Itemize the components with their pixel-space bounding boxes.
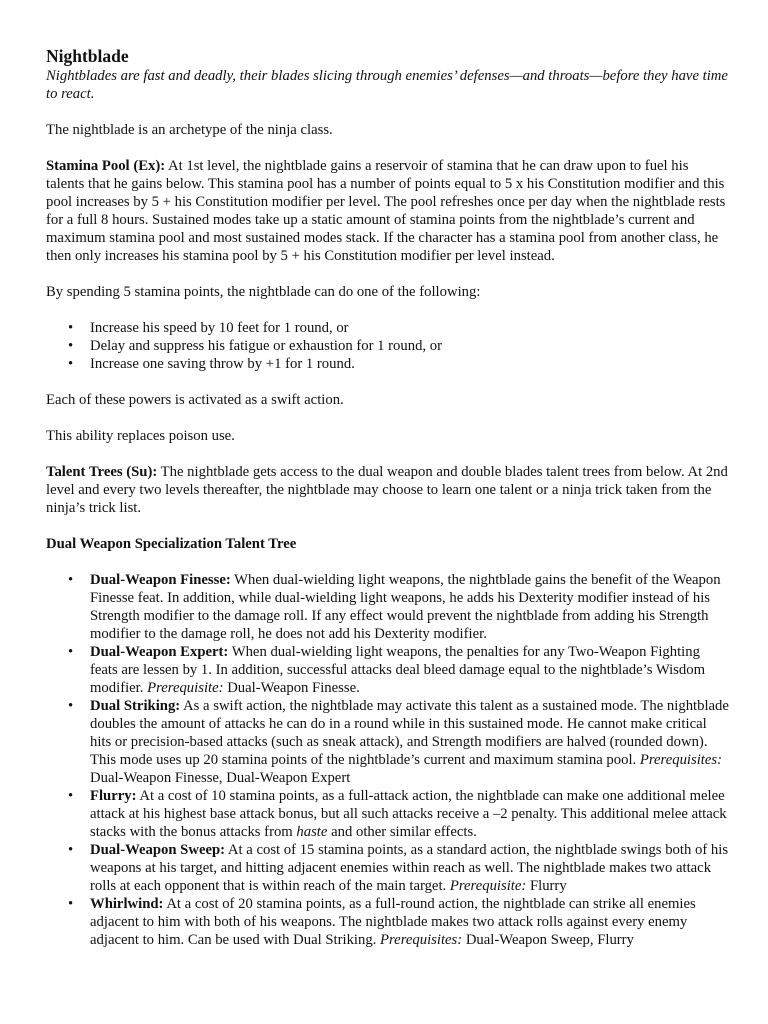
spacer xyxy=(46,265,730,283)
talent-name: Dual-Weapon Finesse: xyxy=(90,572,231,588)
prerequisite-label: Prerequisites: xyxy=(380,932,463,948)
prerequisite-value: Flurry xyxy=(526,878,567,894)
prerequisite-label: Prerequisites: xyxy=(639,752,723,768)
list-item-text: Increase one saving throw by +1 for 1 round. xyxy=(90,356,355,372)
bullet-icon: • xyxy=(68,644,74,660)
talent-text: When dual-wielding light weapons, the penalties for any Two-Weapon Fighting feats are lessen by 1. In addition, successful attacks deal bleed damage equal to the nightblade’s Wisdom modifier. xyxy=(90,644,706,696)
talent-text: At a cost of 15 stamina points, as a standard action, the nightblade swings both of his weapons at his target, and hitting adjacent enemies within reach as well. The nightblade makes two attack rolls at each opponent that is within reach of the main target. xyxy=(90,842,729,894)
talent-text: At a cost of 20 stamina points, as a full-round action, the nightblade can strike all enemies adjacent to him with both of his weapons. The nightblade makes two attack rolls against every enemy adjacent to him. Can be used with Dual Striking. xyxy=(90,896,696,948)
talent-name: Dual-Weapon Sweep: xyxy=(90,842,226,858)
talent-name: Dual-Weapon Expert: xyxy=(90,644,229,660)
section-heading: Dual Weapon Specialization Talent Tree xyxy=(46,536,297,552)
talent-list xyxy=(46,571,730,949)
intro-paragraph: The nightblade is an archetype of the ninja class. xyxy=(46,122,333,138)
spending-options-list xyxy=(46,319,730,373)
list-item-text: Increase his speed by 10 feet for 1 round, or xyxy=(90,320,349,336)
bullet-icon: • xyxy=(68,320,74,336)
spacer xyxy=(46,103,730,121)
document-subtitle: Nightblades are fast and deadly, their blades slicing through enemies’ defenses—and throats—before they have time to react. xyxy=(46,68,728,102)
list-item-text: Delay and suppress his fatigue or exhaustion for 1 round, or xyxy=(90,338,443,354)
talent-name: Dual Striking: xyxy=(90,698,181,714)
prerequisite-label: Prerequisite: xyxy=(147,680,224,696)
talent-trees-paragraph xyxy=(46,463,730,517)
spacer xyxy=(46,409,730,427)
spacer xyxy=(46,553,730,571)
talent-text: As a swift action, the nightblade may activate this talent as a sustained mode. The nightblade doubles the amount of attacks he can do in a round while in this sustained mode. He cannot make critical hits or precision-based attacks (such as sneak attack), and Strength modifiers are halved (rounded down). This mode uses up 20 stamina points of the nightblade’s current and maximum stamina pool. xyxy=(90,698,729,768)
bullet-icon: • xyxy=(68,788,74,804)
talent-text: At a cost of 10 stamina points, as a full-attack action, the nightblade can make one additional melee attack at his highest base attack bonus, but all such attacks receive a –2 penalty. This additional melee attack stacks with the bonus attacks from xyxy=(90,788,727,840)
prerequisite-label: Prerequisite: xyxy=(449,878,527,894)
spacer xyxy=(46,445,730,463)
talent-item-dual-weapon-expert xyxy=(46,643,730,697)
talent-item-whirlwind xyxy=(46,895,730,949)
prerequisite-value: Dual-Weapon Finesse. xyxy=(223,680,360,696)
talent-item-dual-striking xyxy=(46,697,730,787)
spacer xyxy=(46,139,730,157)
bullet-icon: • xyxy=(68,842,74,858)
stamina-pool-heading: Stamina Pool (Ex): xyxy=(46,158,166,174)
spacer xyxy=(46,301,730,319)
prerequisite-value: Dual-Weapon Sweep, Flurry xyxy=(462,932,634,948)
bullet-icon: • xyxy=(68,698,74,714)
talent-trees-heading: Talent Trees (Su): xyxy=(46,464,158,480)
talent-text: When dual-wielding light weapons, the nightblade gains the benefit of the Weapon Finesse feat. In addition, while dual-wielding light weapons, he adds his Dexterity modifier instead of his Strength modifier to the damage roll. If any effect would prevent the nightblade from adding his Strength modifier to the damage roll, he does not add his Dexterity modifier. xyxy=(90,572,721,642)
talent-item-flurry xyxy=(46,787,730,841)
replaces-note: This ability replaces poison use. xyxy=(46,428,235,444)
bullet-icon: • xyxy=(68,356,74,372)
spacer xyxy=(46,373,730,391)
prerequisite-value: Dual-Weapon Finesse, Dual-Weapon Expert xyxy=(90,770,351,786)
spacer xyxy=(46,517,730,535)
talent-trees-text: The nightblade gets access to the dual weapon and double blades talent trees from below. At 2nd level and every two levels thereafter, the nightblade may choose to learn one talent or a ninja trick taken from the ninja’s trick list. xyxy=(46,464,728,516)
swift-action-note: Each of these powers is activated as a swift action. xyxy=(46,392,344,408)
list-item xyxy=(46,319,730,337)
spending-intro: By spending 5 stamina points, the nightblade can do one of the following: xyxy=(46,284,481,300)
document-page xyxy=(46,46,730,949)
document-title: Nightblade xyxy=(46,46,129,66)
list-item xyxy=(46,355,730,373)
talent-italic-term: haste xyxy=(296,824,328,840)
talent-item-dual-weapon-sweep xyxy=(46,841,730,895)
talent-text: and other similar effects. xyxy=(327,824,477,840)
talent-name: Flurry: xyxy=(90,788,137,804)
stamina-pool-text: At 1st level, the nightblade gains a reservoir of stamina that he can draw upon to fuel his talents that he gains below. This stamina pool has a number of points equal to 5 x his Constitution modifier and this pool increases by 5 + his Constitution modifier per level. The pool refreshes once per day when the nightblade rests for a full 8 hours. Sustained modes take up a static amount of stamina points from the nightblade’s current and maximum stamina pool and most sustained modes stack. If the character has a stamina pool from another class, he then only increases his stamina pool by 5 + his Constitution modifier per level instead. xyxy=(46,158,726,264)
talent-name: Whirlwind: xyxy=(90,896,164,912)
bullet-icon: • xyxy=(68,572,74,588)
bullet-icon: • xyxy=(68,896,74,912)
stamina-pool-paragraph xyxy=(46,157,730,265)
bullet-icon: • xyxy=(68,338,74,354)
list-item xyxy=(46,337,730,355)
talent-item-dual-weapon-finesse xyxy=(46,571,730,643)
